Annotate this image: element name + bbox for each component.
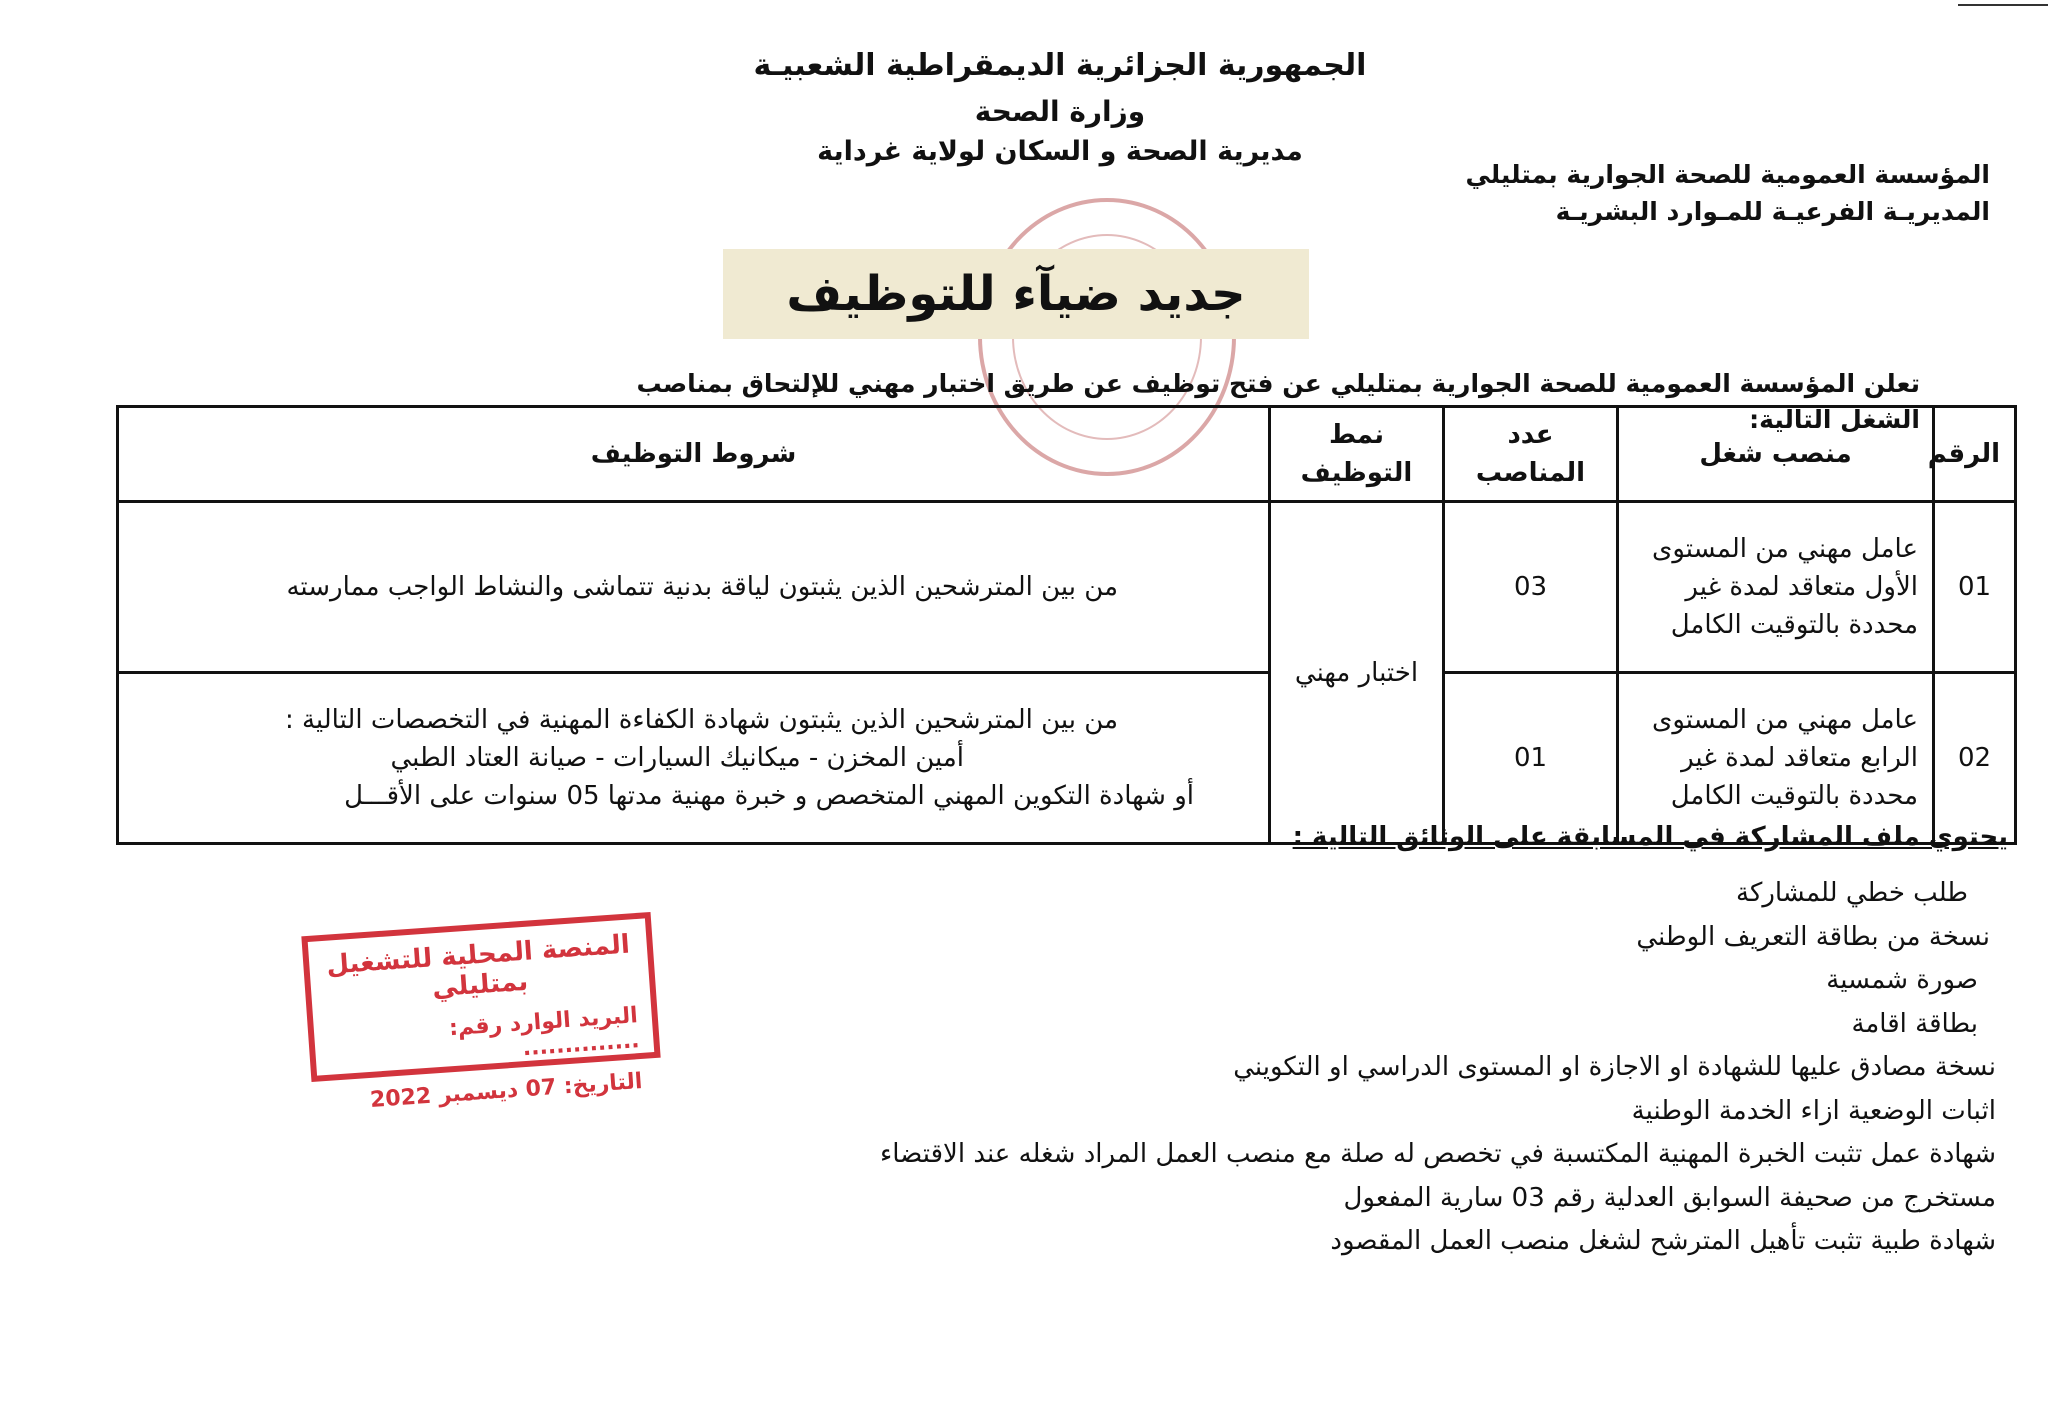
corner-mark [1958, 4, 2048, 6]
stamp-line: البريد الوارد رقم: .............. [448, 1003, 641, 1062]
republic-title: الجمهورية الجزائرية الديمقراطية الشعبيـة [753, 48, 1367, 83]
list-item: مستخرج من صحيفة السوابق العدلية رقم 03 سارية المفعول [1343, 1182, 1996, 1213]
stamp-line: المنصة المحلية للتشغيل بمتليلي [325, 929, 631, 1004]
institution-name: المؤسسة العمومية للصحة الجوارية بمتليلي [1465, 160, 1990, 189]
list-item: نسخة مصادق عليها للشهادة او الاجازة او المستوى الدراسي او التكويني [1233, 1052, 1996, 1082]
jobs-table [116, 405, 2017, 845]
documents-title: يحتوي ملف المشاركة في المسابقة على الوثائق التالية : [1292, 822, 2008, 852]
banner: جديد ضيآء للتوظيف [723, 249, 1309, 339]
row-count: 01 [1444, 673, 1618, 844]
table-header-row [118, 407, 2016, 502]
conditions-line: من بين المترشحين الذين يثبتون شهادة الكفاءة المهنية في التخصصات التالية : [284, 705, 1118, 735]
stamp-line: التاريخ: 07 ديسمبر 2022 [369, 1068, 644, 1113]
row-number: 01 [1934, 502, 2016, 673]
list-item: طلب خطي للمشاركة [1736, 878, 1968, 908]
header-number: الرقم [1934, 407, 2016, 502]
employment-agency-stamp [301, 912, 660, 1113]
announcement-text: تعلن المؤسسة العمومية للصحة الجوارية بمتليلي عن فتح توظيف عن طريق اختبار مهني للإلتحاق بمناصب الشغل التالية: [636, 369, 1920, 434]
list-item: اثبات الوضعية ازاء الخدمة الوطنية [1631, 1095, 1996, 1126]
header-post: منصب شغل [1618, 407, 1934, 502]
directorate-title: مديرية الصحة و السكان لولاية غرداية [817, 136, 1303, 167]
header-mode: نمط التوظيف [1270, 407, 1444, 502]
row-count: 03 [1444, 502, 1618, 673]
recruitment-mode: اختبار مهني [1270, 502, 1444, 844]
list-item: شهادة طبية تثبت تأهيل المترشح لشغل منصب العمل المقصود [1330, 1226, 1996, 1256]
list-item: بطاقة اقامة [1851, 1008, 1978, 1039]
list-item: شهادة عمل تثبت الخبرة المهنية المكتسبة في تخصص له صلة مع منصب العمل المراد شغله عند الاقتضاء [880, 1139, 1996, 1169]
row-conditions: من بين المترشحين الذين يثبتون لياقة بدنية تتماشى والنشاط الواجب ممارسته [118, 502, 1270, 673]
list-item: صورة شمسية [1826, 965, 1978, 995]
row-post: عامل مهني من المستوى الأول متعاقد لمدة غير محددة بالتوقيت الكامل [1618, 502, 1934, 673]
row-post: عامل مهني من المستوى الرابع متعاقد لمدة غير محددة بالتوقيت الكامل [1618, 673, 1934, 844]
ministry-title: وزارة الصحة [974, 95, 1146, 128]
table-row [118, 502, 2016, 673]
header-count: عدد المناصب [1444, 407, 1618, 502]
conditions-line: أو شهادة التكوين المهني المتخصص و خبرة مهنية مدتها 05 سنوات على الأقـــل [344, 781, 1194, 811]
conditions-line: أمين المخزن - ميكانيك السيارات - صيانة العتاد الطبي [390, 743, 964, 773]
row-number: 02 [1934, 673, 2016, 844]
header-conditions: شروط التوظيف [118, 407, 1270, 502]
documents-list [880, 872, 1996, 1264]
row-conditions [118, 673, 1270, 844]
department-name: المديريـة الفرعيـة للمـوارد البشريـة [1555, 197, 1990, 226]
table-row [118, 673, 2016, 844]
list-item: نسخة من بطاقة التعريف الوطني [1636, 921, 1990, 952]
